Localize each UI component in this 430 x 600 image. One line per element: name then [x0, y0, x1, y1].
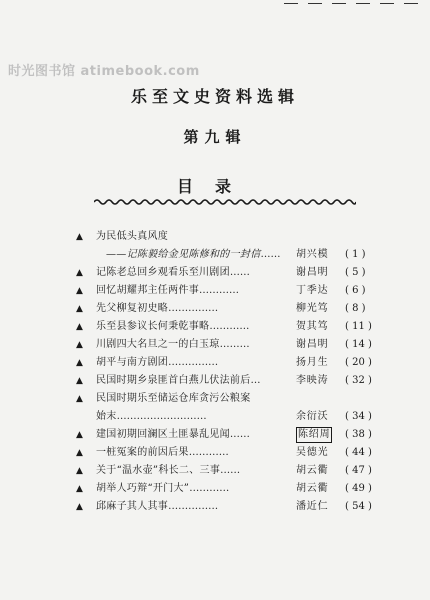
entry-author: 谢昌明	[296, 267, 329, 278]
toc-entry[interactable]	[0, 300, 430, 318]
entry-author: 李映涛	[296, 375, 329, 386]
toc-entry[interactable]	[0, 390, 430, 408]
entry-author: 吴德光	[296, 447, 329, 458]
entry-title: 一桩冤案的前因后果…………	[96, 447, 229, 458]
entry-author: 丁季达	[296, 285, 329, 296]
entry-author: 余衍沃	[296, 411, 329, 422]
triangle-bullet-icon: ▲	[76, 448, 83, 458]
entry-title: 胡举人巧辩“开门大”…………	[96, 483, 230, 494]
toc-entry[interactable]	[0, 480, 430, 498]
entry-author: 胡云衢	[296, 465, 329, 476]
toc-entry[interactable]	[0, 372, 430, 390]
entry-page: ( 44 )	[345, 447, 372, 458]
toc-entry[interactable]	[0, 426, 430, 444]
entry-page: ( 38 )	[345, 429, 372, 440]
toc-entry[interactable]	[0, 318, 430, 336]
toc-entry[interactable]	[0, 354, 430, 372]
entry-page: ( 49 )	[345, 483, 372, 494]
toc-entry[interactable]	[0, 444, 430, 462]
entry-page: ( 54 )	[345, 501, 372, 512]
toc-entry[interactable]	[0, 282, 430, 300]
entry-title: 民国时期乡泉匪首白燕儿伏法前后…	[96, 375, 261, 386]
entry-author: 扬月生	[296, 357, 329, 368]
entry-title: 胡平与南方剧团……………	[96, 357, 219, 368]
triangle-bullet-icon: ▲	[76, 322, 83, 332]
entry-title: 为民低头真风度	[96, 231, 169, 242]
entry-page: ( 14 )	[345, 339, 372, 350]
entry-author: 胡兴模	[296, 249, 329, 260]
entry-title: 建国初期回澜区土匪暴乱见闻……	[96, 429, 250, 440]
triangle-bullet-icon: ▲	[76, 484, 83, 494]
entry-page: ( 11 )	[345, 321, 372, 332]
entry-author: 胡云衢	[296, 483, 329, 494]
entry-author: 潘近仁	[296, 501, 329, 512]
toc-heading: 目录	[176, 177, 253, 196]
entry-page: ( 5 )	[345, 267, 366, 278]
entry-title: 先父柳复初史略……………	[96, 303, 219, 314]
entry-page: ( 32 )	[345, 375, 372, 386]
scan-top-marks	[284, 0, 418, 8]
entry-author: 谢昌明	[296, 339, 329, 350]
entry-page: ( 8 )	[345, 303, 366, 314]
entry-title: 关于“温水壶”科长二、三事……	[96, 465, 241, 476]
entry-page: ( 34 )	[345, 411, 372, 422]
triangle-bullet-icon: ▲	[76, 358, 83, 368]
toc-entry[interactable]	[0, 246, 430, 264]
entry-title: 始末………………………	[96, 411, 207, 422]
triangle-bullet-icon: ▲	[76, 394, 83, 404]
wavy-divider	[94, 198, 356, 206]
triangle-bullet-icon: ▲	[76, 376, 83, 386]
triangle-bullet-icon: ▲	[76, 268, 83, 278]
entry-author: 贺其笃	[296, 321, 329, 332]
triangle-bullet-icon: ▲	[76, 286, 83, 296]
entry-title: 邱麻子其人其事……………	[96, 501, 219, 512]
toc-entry[interactable]	[0, 408, 430, 426]
entry-page: ( 47 )	[345, 465, 372, 476]
triangle-bullet-icon: ▲	[76, 502, 83, 512]
watermark: 时光图书馆 atimebook.com	[8, 64, 200, 79]
triangle-bullet-icon: ▲	[76, 304, 83, 314]
toc-entry[interactable]	[0, 264, 430, 282]
entry-title: 记陈老总回乡观看乐至川剧团……	[96, 267, 250, 278]
entry-title: 回忆胡耀邦主任两件事…………	[96, 285, 239, 296]
entry-title: 川剧四大名旦之一的白玉琼………	[96, 339, 250, 350]
volume-number: 第九辑	[183, 128, 247, 146]
entry-title: 乐至县参议长何秉乾事略…………	[96, 321, 250, 332]
triangle-bullet-icon: ▲	[76, 232, 83, 242]
triangle-bullet-icon: ▲	[76, 466, 83, 476]
entry-title: 民国时期乐至储运仓库贪污公粮案	[96, 393, 251, 404]
entry-page: ( 20 )	[345, 357, 372, 368]
toc-entry[interactable]	[0, 498, 430, 516]
toc-entry[interactable]	[0, 462, 430, 480]
entry-title: ——记陈毅给金见陈修和的一封信……	[106, 249, 281, 260]
entry-page: ( 1 )	[345, 249, 366, 260]
toc-entry[interactable]	[0, 228, 430, 246]
entry-author: 陈绍周	[296, 426, 332, 444]
triangle-bullet-icon: ▲	[76, 430, 83, 440]
entry-page: ( 6 )	[345, 285, 366, 296]
entry-author: 柳光笃	[296, 303, 329, 314]
toc-entry[interactable]	[0, 336, 430, 354]
series-title: 乐至文史资料选辑	[130, 87, 299, 106]
triangle-bullet-icon: ▲	[76, 340, 83, 350]
